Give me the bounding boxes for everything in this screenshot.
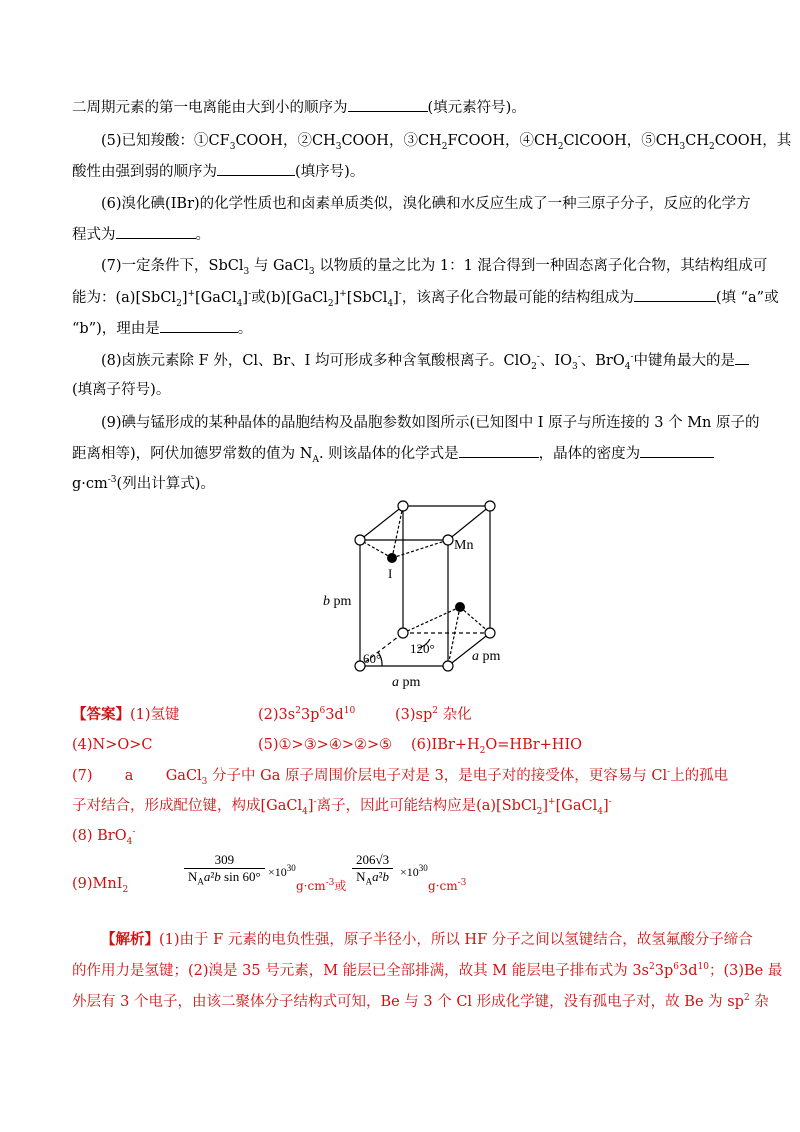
mn-atom: [398, 628, 408, 638]
answer-blank[interactable]: [116, 224, 196, 239]
answer-blank[interactable]: [735, 350, 749, 365]
q6-line2: 程式为 。: [72, 224, 210, 245]
mult-1: $\times 10^{30}$: [268, 863, 296, 879]
q9-line1: (9)碘与锰形成的某种晶体的晶胞结构及晶胞参数如图所示(已知图中 I 原子与所连接的 3 个 Mn 原子的: [101, 415, 760, 431]
label-mn: Mn: [454, 538, 474, 553]
mn-atom: [485, 501, 495, 511]
mn-atom: [443, 535, 453, 545]
acid-5: $⑤CH_3CH_2COOH$: [641, 133, 763, 152]
answer-5: (5)①>③>④>②>⑤: [258, 737, 393, 753]
answer-2: $(2)3s^23p^63d^{10}$: [258, 706, 356, 723]
acid-2: $②CH_3COOH$: [297, 133, 389, 152]
q5-line1: (5)已知羧酸：$①CF_3COOH$，$②CH_3COOH$，$③CH_2FCOOH$，$④CH_2ClCOOH$，$⑤CH_3CH_2COOH$，其: [101, 133, 792, 152]
q7-line3: “b”)，理由是 。: [72, 318, 252, 339]
unit-1: $g\cdot cm^{-3}$或: [296, 878, 347, 893]
label-b: b pm: [323, 594, 352, 609]
answer-7-line2: 子对结合，形成配位键，构成[GaCl$_4$]-离子，因此可能结构应是(a)[SbCl$_2$]+[GaCl$_4$]-: [72, 797, 612, 817]
answer-4: (4)N>O>C: [72, 737, 153, 753]
q5-line2: 酸性由强到弱的顺序为 (填序号)。: [72, 161, 364, 182]
q8-line2: (填离子符号)。: [72, 382, 171, 398]
answer-7-line1: (7) a GaCl$_3$ 分子中 Ga 原子周围价层电子对是 3，是电子对的接受体，更容易与 Cl-上的孤电: [72, 767, 729, 787]
q7-line2: 能为：(a)[SbCl$_2$]+[GaCl$_4$]-或(b)[GaCl$_2$]+[SbCl$_4$]-，该离子化合物最可能的结构组成为 (填 “a”或: [72, 287, 779, 308]
acid-1: $①CF_3COOH$: [194, 133, 283, 152]
i-atom: [455, 602, 465, 612]
label-a-right: a pm: [472, 649, 501, 664]
analysis-line1: 【解析】(1)由于 F 元素的电负性强，原子半径小，所以 HF 分子之间以氢键结合，故氢氟酸分子缔合: [101, 931, 753, 948]
label-a-bottom: a pm: [392, 675, 421, 690]
q4-tail: 二周期元素的第一电离能由大到小的顺序为 (填元素符号)。: [72, 97, 526, 118]
answer-blank[interactable]: [348, 97, 428, 112]
crystal-cell-figure: [310, 495, 540, 695]
density-formula-2: 206√3 $N_Aa^2b$: [352, 852, 393, 885]
mult-2: $\times 10^{30}$: [400, 863, 428, 879]
answer-blank[interactable]: [459, 443, 539, 458]
answer-blank[interactable]: [634, 287, 716, 302]
q8-line1: (8)卤族元素除 F 外，Cl、Br、I 均可形成多种含氧酸根离子。ClO$_2$-、$IO_3^-$、BrO$_4$-中键角最大的是: [101, 350, 749, 371]
answer-blank[interactable]: [160, 318, 238, 333]
analysis-line2: 的作用力是氢键；(2)溴是 35 号元素，M 能层已全部排满，故其 M 能层电子排布式为 $3s^23p^63d^{10}$；(3)Be 最: [72, 962, 783, 979]
q7-line1: (7)一定条件下，SbCl$_3$ 与 GaCl$_3$ 以物质的量之比为 1：1 混合得到一种固态离子化合物，其结构组成可: [101, 258, 768, 277]
q6-line1: (6)溴化碘(IBr)的化学性质也和卤素单质类似，溴化碘和水反应生成了一种三原子分子，反应的化学方: [101, 196, 751, 212]
q9-line3: $g\cdot cm^{-3}$(列出计算式)。: [72, 475, 215, 492]
mn-atom: [485, 628, 495, 638]
analysis-line3: 外层有 3 个电子，由该二聚体分子结构式可知，Be 与 3 个 Cl 形成化学键，没有孤电子对，故 Be 为 $sp^2$ 杂: [72, 993, 769, 1010]
acid-4: $④CH_2ClCOOH$: [519, 133, 627, 152]
answer-9: (9)MnI$_2$: [72, 876, 129, 895]
angle-60: 60°: [363, 651, 382, 666]
answer-8: (8) BrO$_4$-: [72, 827, 136, 847]
answer-blank[interactable]: [640, 443, 714, 458]
mn-atom: [355, 535, 365, 545]
mn-atom: [398, 501, 408, 511]
answer-6: $(6)IBr+H_2O=HBr+HIO$: [411, 737, 583, 756]
q9-line2: 距离相等)，阿伏加德罗常数的值为 $N_A$. 则该晶体的化学式是 ，晶体的密度为: [72, 443, 714, 464]
mn-atom: [443, 661, 453, 671]
angle-120: 120°: [410, 641, 435, 656]
unit-2: $g\cdot cm^{-3}$: [428, 878, 467, 893]
answer-3: $(3)sp^2$ 杂化: [395, 706, 472, 723]
density-formula-1: 309 $N_Aa^2b$ sin 60°: [184, 852, 265, 885]
answer-blank[interactable]: [217, 161, 295, 176]
i-atom: [387, 553, 397, 563]
answer-row-1: 【答案】(1)氢键: [72, 706, 180, 723]
acid-3: $③CH_2FCOOH$: [403, 133, 506, 152]
answer-tag: 【答案】: [72, 706, 130, 723]
label-i: I: [388, 566, 393, 581]
